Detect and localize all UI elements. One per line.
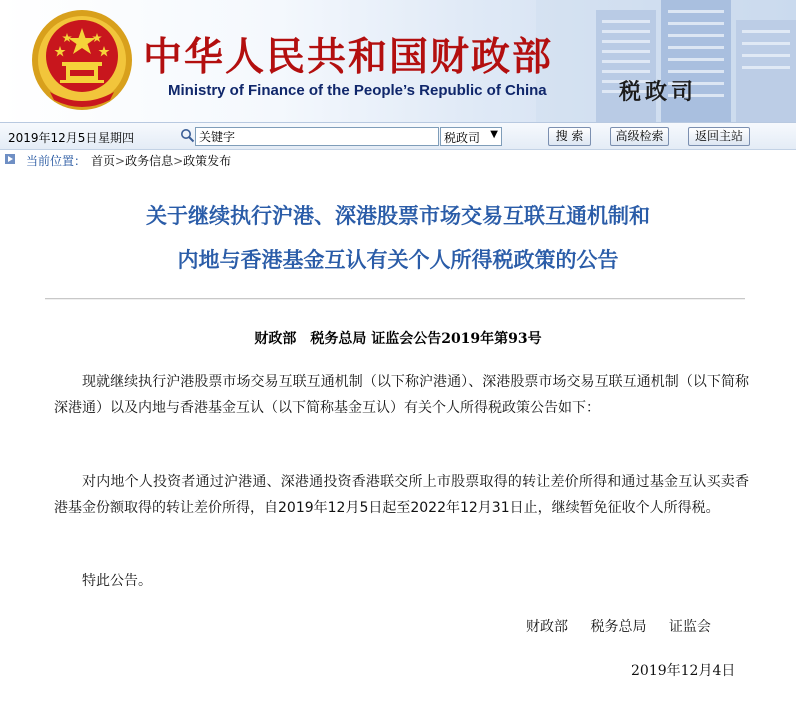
site-title: 中华人民共和国财政部: [143, 35, 554, 80]
breadcrumb-separator: >: [115, 154, 126, 168]
search-scope-select[interactable]: [440, 127, 502, 146]
search-icon: [180, 128, 195, 143]
breadcrumb-label: 当前位置：: [26, 154, 87, 168]
article-paragraph-2: 对内地个人投资者通过沪港通、深港通投资香港联交所上市股票取得的转让差价所得和通过基金互认买卖香港基金份额取得的转让差价所得，自2019年12月5日起至2022年12月31日止，继续暂免征收个人所得税。: [54, 474, 749, 516]
article-title-line-1: 关于继续执行沪港、深港股票市场交易互联互通机制和: [146, 204, 650, 228]
national-emblem-icon: [30, 8, 134, 112]
article-title-line-2: 内地与香港基金互认有关个人所得税政策的公告: [177, 248, 619, 272]
location-icon: [4, 153, 16, 165]
breadcrumb-item-government-info[interactable]: 政务信息: [125, 154, 174, 168]
article-paragraph-1: 现就继续执行沪港股票市场交易互联互通机制（以下称沪港通）、深港股票市场交易互联互通机制（以下简称深港通）以及内地与香港基金互认（以下简称基金互认）有关个人所得税政策公告如下：: [54, 374, 749, 416]
site-subtitle: Ministry of Finance of the People’s Republic of China: [168, 82, 547, 99]
site-banner: [0, 0, 796, 122]
breadcrumb-item-policy-release[interactable]: 政策发布: [183, 154, 232, 168]
back-to-main-site-button[interactable]: 返回主站: [688, 127, 750, 146]
current-date: 2019年12月5日: [8, 131, 98, 145]
search-button[interactable]: 搜 索: [548, 127, 591, 146]
document-number: 财政部 税务总局 证监会公告2019年第93号: [254, 331, 542, 347]
search-toolbar: [0, 122, 796, 150]
search-scope-value: 税政司: [444, 131, 481, 145]
breadcrumb: [0, 150, 796, 168]
signer-state-taxation-administration: 税务总局: [590, 619, 647, 635]
current-weekday: 星期四: [98, 131, 135, 145]
department-name: 税政司: [619, 80, 698, 105]
signing-authorities: [526, 616, 711, 636]
search-input[interactable]: [195, 127, 439, 146]
signing-date: 2019年12月4日: [631, 663, 736, 679]
dropdown-arrow-icon: ▼: [490, 129, 498, 140]
article-paragraph-3: 特此公告。: [82, 573, 152, 589]
breadcrumb-separator: >: [173, 154, 184, 168]
signer-csrc: 证监会: [668, 619, 711, 635]
advanced-search-button[interactable]: 高级检索: [610, 127, 669, 146]
breadcrumb-path: [91, 152, 231, 169]
title-divider: [45, 298, 745, 300]
breadcrumb-item-home[interactable]: 首页: [91, 154, 116, 168]
signer-ministry-of-finance: 财政部: [526, 619, 568, 635]
